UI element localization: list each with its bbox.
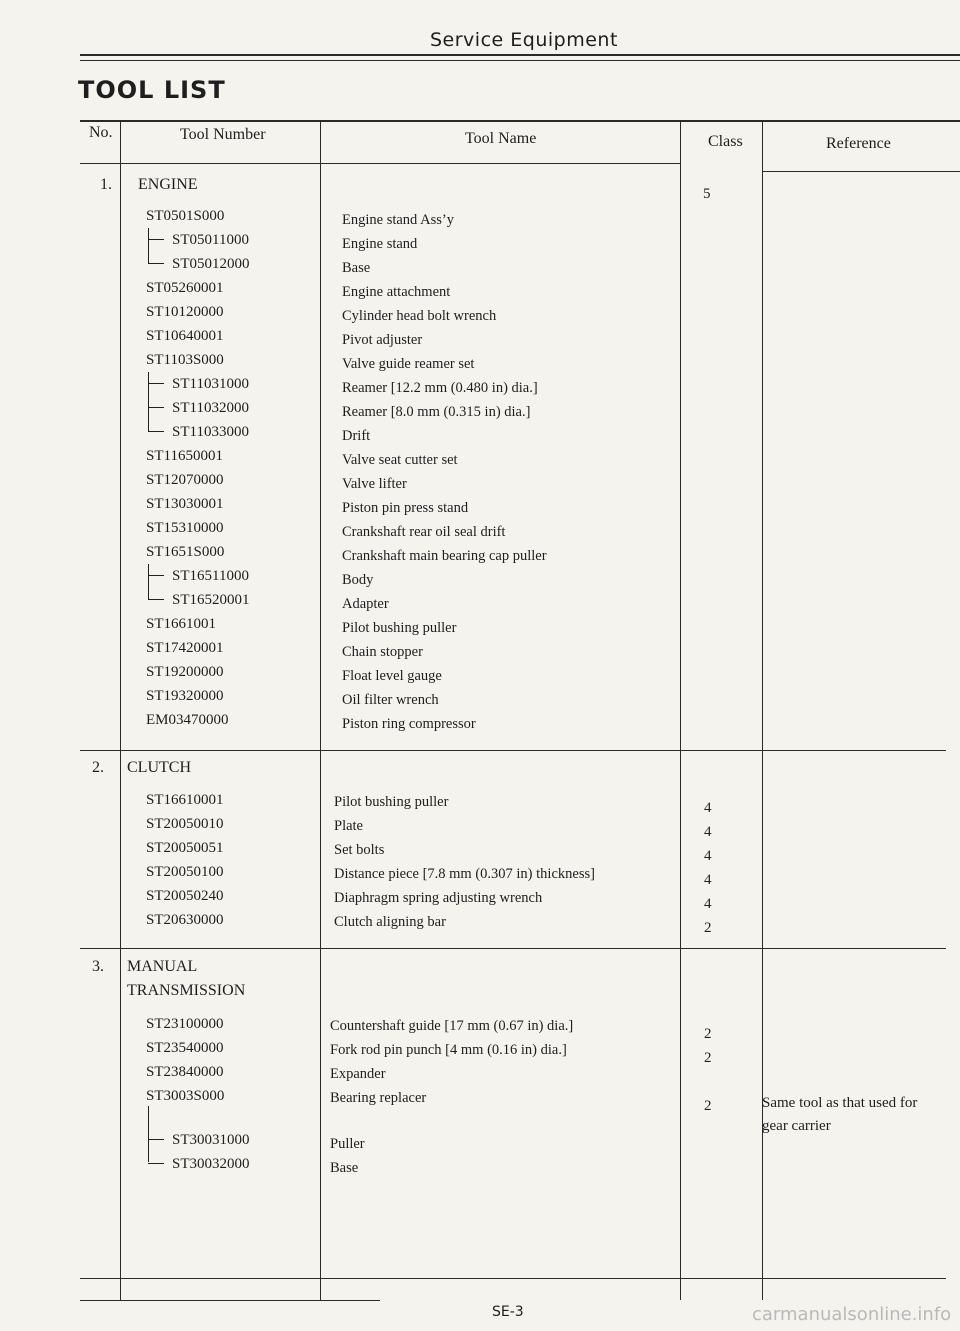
tool-number: ST11032000 (146, 396, 250, 420)
section-divider-1 (80, 750, 946, 751)
tool-name-list (330, 1014, 573, 1110)
tool-name: Expander (330, 1066, 386, 1082)
tool-name: Valve guide reamer set (342, 356, 475, 372)
tool-number: ST1103S000 (146, 352, 224, 368)
section-title: TOOL LIST (78, 76, 226, 104)
tool-number: ST16520001 (146, 588, 250, 612)
tool-number: ST23540000 (146, 1040, 224, 1056)
tool-name: Piston pin press stand (342, 500, 469, 516)
tool-number-list (146, 788, 224, 932)
header-rule (80, 54, 960, 56)
tool-name: Float level gauge (342, 668, 442, 684)
tool-number: ST19200000 (146, 664, 224, 680)
tool-class: 4 (704, 824, 712, 840)
tool-name-list (334, 790, 595, 934)
section-label-line2: TRANSMISSION (127, 982, 246, 999)
tool-number-list (146, 204, 250, 732)
tree-connector (148, 228, 149, 264)
tool-class: 2 (704, 1098, 712, 1114)
tool-number: ST20050240 (146, 888, 224, 904)
tool-number: ST20050051 (146, 840, 224, 856)
tool-name: Fork rod pin punch [4 mm (0.16 in) dia.] (330, 1042, 567, 1058)
tool-name: Bearing replacer (330, 1090, 427, 1106)
tool-name: Pilot bushing puller (334, 794, 449, 810)
bottom-rule-left (80, 1300, 380, 1301)
tool-number: ST10640001 (146, 328, 224, 344)
watermark: carmanualsonline.info (752, 1304, 952, 1325)
class-list (704, 796, 712, 940)
tool-number: ST11033000 (146, 420, 250, 444)
col-header-no: No. (89, 124, 113, 141)
tool-class: 2 (704, 920, 712, 936)
tool-name: Oil filter wrench (342, 692, 439, 708)
tool-name: Engine stand Ass’y (342, 212, 454, 228)
tool-name: Base (342, 260, 371, 276)
tool-number: ST1651S000 (146, 544, 225, 560)
tool-number: ST30031000 (146, 1128, 250, 1152)
tool-name: Pivot adjuster (342, 332, 423, 348)
tool-name: Cylinder head bolt wrench (342, 308, 497, 324)
col-header-reference: Reference (826, 135, 891, 152)
reference-line: Same tool as that used for (762, 1095, 918, 1111)
tool-name: Engine attachment (342, 284, 451, 300)
tree-connector (148, 372, 149, 432)
tool-name: Drift (342, 428, 371, 444)
tool-number: ST19320000 (146, 688, 224, 704)
page-header: Service Equipment (430, 29, 618, 51)
reference-line: gear carrier (762, 1118, 831, 1134)
col-header-tool-name: Tool Name (465, 130, 537, 147)
tree-connector (148, 1106, 149, 1162)
section-label: ENGINE (138, 176, 198, 193)
tool-number-sublist (146, 1128, 250, 1176)
tool-number: ST10120000 (146, 304, 224, 320)
tool-name: Piston ring compressor (342, 716, 476, 732)
tool-number: ST12070000 (146, 472, 224, 488)
col-header-class: Class (708, 133, 743, 150)
tree-connector (148, 564, 149, 600)
tool-name: Plate (334, 818, 363, 834)
section-label: MANUAL (127, 958, 198, 975)
tool-number: ST23100000 (146, 1016, 224, 1032)
col-header-tool-number: Tool Number (180, 126, 266, 143)
tool-name: Base (330, 1160, 359, 1176)
tool-name: Valve lifter (342, 476, 407, 492)
table-top-rule (80, 120, 960, 122)
header-rule-thin (80, 60, 960, 61)
tool-class: 4 (704, 896, 712, 912)
tool-name: Chain stopper (342, 644, 423, 660)
col-divider-no (120, 120, 121, 1300)
tool-name: Diaphragm spring adjusting wrench (334, 890, 543, 906)
tool-name: Puller (330, 1136, 365, 1152)
tool-class (704, 1070, 712, 1094)
tool-class: 2 (704, 1050, 712, 1066)
section-number: 1. (100, 176, 112, 193)
tool-number: ST05260001 (146, 280, 224, 296)
section-label: CLUTCH (127, 759, 191, 776)
tool-name: Adapter (342, 596, 389, 612)
tool-name: Reamer [8.0 mm (0.315 in) dia.] (342, 404, 531, 420)
tool-number: ST23840000 (146, 1064, 224, 1080)
col-divider-number (320, 120, 321, 1300)
reference-note (762, 1092, 917, 1138)
section-divider-2 (80, 948, 946, 949)
tool-number: ST16511000 (146, 564, 250, 588)
tool-name: Distance piece [7.8 mm (0.307 in) thickness] (334, 866, 595, 882)
tool-number-list (146, 1012, 224, 1108)
tool-class: 2 (704, 1026, 712, 1042)
header-divider-right (762, 171, 960, 172)
section-number: 2. (92, 759, 104, 776)
tool-class: 4 (704, 872, 712, 888)
tool-number: ST3003S000 (146, 1088, 225, 1104)
tool-name: Valve seat cutter set (342, 452, 458, 468)
tool-number: ST20630000 (146, 912, 224, 928)
tool-number: ST11031000 (146, 372, 250, 396)
tool-number: ST15310000 (146, 520, 224, 536)
tool-number: ST05011000 (146, 228, 250, 252)
header-divider-left (80, 163, 680, 164)
tool-number: EM03470000 (146, 712, 229, 728)
tool-name: Pilot bushing puller (342, 620, 457, 636)
tool-class: 4 (704, 800, 712, 816)
tool-number: ST13030001 (146, 496, 224, 512)
tool-name: Body (342, 572, 374, 588)
tool-name-sublist (330, 1132, 365, 1180)
tool-name: Countershaft guide [17 mm (0.67 in) dia.] (330, 1018, 574, 1034)
tool-name: Set bolts (334, 842, 385, 858)
tool-name: Crankshaft main bearing cap puller (342, 548, 547, 564)
tool-class: 4 (704, 848, 712, 864)
tool-name: Crankshaft rear oil seal drift (342, 524, 506, 540)
tool-number: ST11650001 (146, 448, 223, 464)
page-number: SE-3 (492, 1304, 524, 1320)
table-bottom-rule (80, 1278, 946, 1279)
tool-name: Reamer [12.2 mm (0.480 in) dia.] (342, 380, 538, 396)
tool-name: Clutch aligning bar (334, 914, 446, 930)
tool-number: ST05012000 (146, 252, 250, 276)
tool-name-list (342, 208, 547, 736)
section-number: 3. (92, 958, 104, 975)
tool-number: ST20050010 (146, 816, 224, 832)
tool-number: ST20050100 (146, 864, 224, 880)
tool-number: ST17420001 (146, 640, 224, 656)
class-list (704, 1022, 712, 1118)
tool-number: ST30032000 (146, 1152, 250, 1176)
section-class: 5 (703, 186, 711, 202)
tool-number: ST1661001 (146, 616, 217, 632)
col-divider-name (680, 120, 681, 1300)
tool-number: ST16610001 (146, 792, 224, 808)
tool-name: Engine stand (342, 236, 418, 252)
tool-number: ST0501S000 (146, 208, 225, 224)
